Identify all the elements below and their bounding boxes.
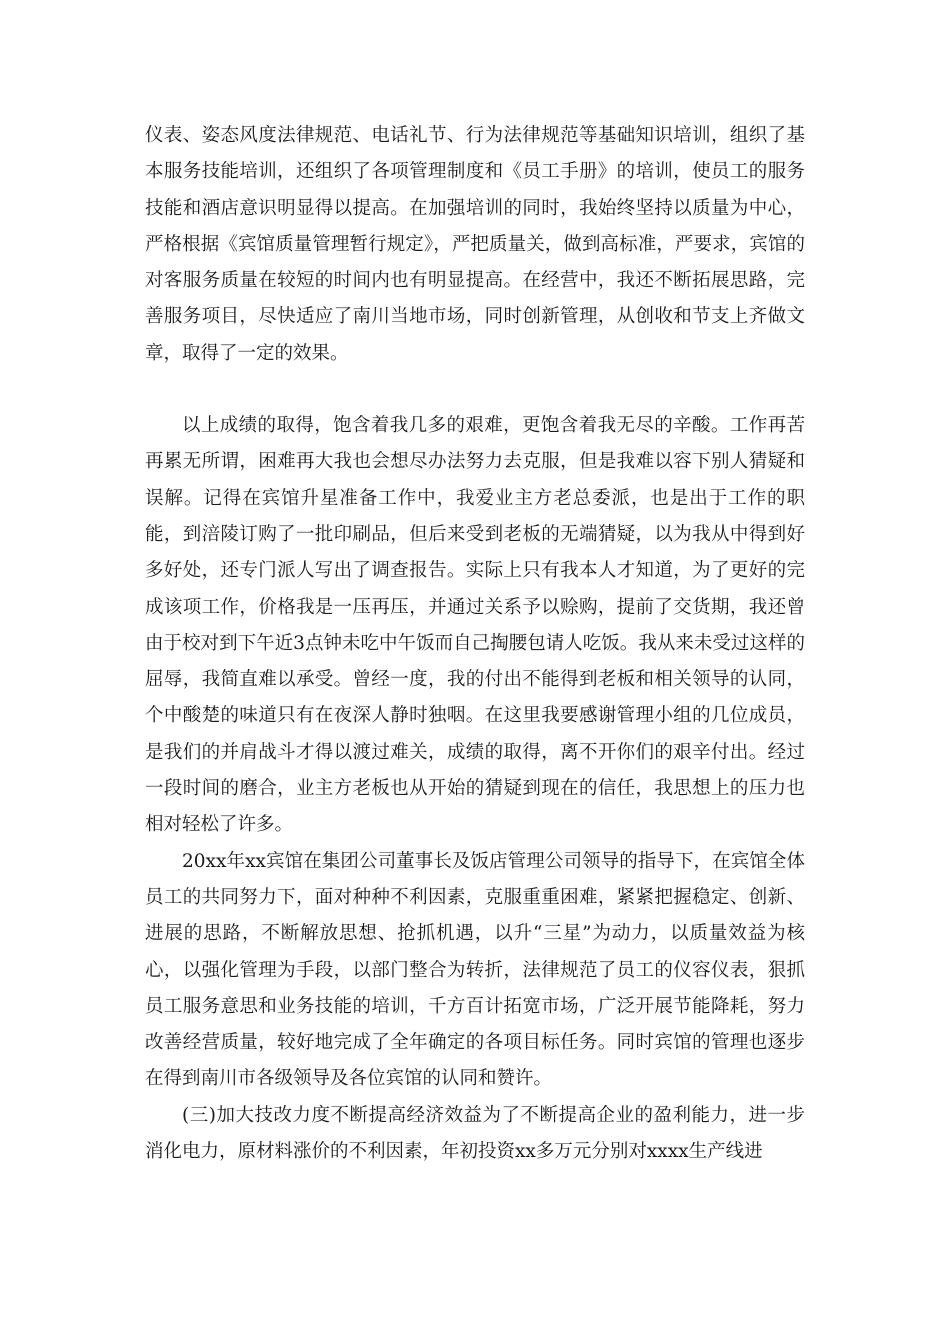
paragraph-tech-upgrade: (三)加大技改力度不断提高经济效益为了不断提高企业的盈利能力，进一步消化电力，原材料涨价的不利因素，年初投资xx多万元分别对xxxx生产线进 — [145, 1104, 805, 1163]
document-body — [145, 118, 805, 1170]
paragraph-annual-summary: 20xx年xx宾馆在集团公司董事长及饭店管理公司领导的指导下，在宾馆全体员工的共同努力下，面对种种不利因素，克服重重困难，紧紧把握稳定、创新、进展的思路，不断解放思想、抢抓机遇，以升“三星”为动力，以质量效益为核心，以强化管理为手段，以部门整合为转折，法律规范了员工的仪容仪表，狠抓员工服务意思和业务技能的培训，千方百计拓宽市场，广泛开展节能降耗，努力改善经营质量，较好地完成了全年确定的各项目标任务。同时宾馆的管理也逐步在得到南川市各级领导及各位宾馆的认同和赞许。 — [145, 850, 805, 1090]
paragraph-gap — [145, 372, 805, 408]
paragraph-continuation: 仪表、姿态风度法律规范、电话礼节、行为法律规范等基础知识培训，组织了基本服务技能培训，还组织了各项管理制度和《员工手册》的培训，使员工的服务技能和酒店意识明显得以提高。在加强培训的同时，我始终坚持以质量为中心，严格根据《宾馆质量管理暂行规定》，严把质量关，做到高标准，严要求，宾馆的对客服务质量在较短的时间内也有明显提高。在经营中，我还不断拓展思路，完善服务项目，尽快适应了南川当地市场，同时创新管理，从创收和节支上齐做文章，取得了一定的效果。 — [145, 125, 805, 364]
paragraph-hardships: 以上成绩的取得，饱含着我几多的艰难，更饱含着我无尽的辛酸。工作再苦再累无所谓，困难再大我也会想尽办法努力去克服，但是我难以容下别人猜疑和误解。记得在宾馆升星准备工作中，我爱业主方老总委派，也是出于工作的职能，到涪陵订购了一批印刷品，但后来受到老板的无端猜疑，以为我从中得到好多好处，还专门派人写出了调查报告。实际上只有我本人才知道，为了更好的完成该项工作，价格我是一压再压，并通过关系予以赊购，提前了交货期，我还曾由于校对到下午近3点钟未吃中午饭而自己掏腰包请人吃饭。我从来未受过这样的屈辱，我简直难以承受。曾经一度，我的付出不能得到老板和相关领导的认同，个中酸楚的味道只有在夜深人静时独咽。在这里我要感谢管理小组的几位成员，是我们的并肩战斗才得以渡过难关，成绩的取得，离不开你们的艰辛付出。经过一段时间的磨合，业主方老板也从开始的猜疑到现在的信任，我思想上的压力也相对轻松了许多。 — [145, 415, 805, 836]
